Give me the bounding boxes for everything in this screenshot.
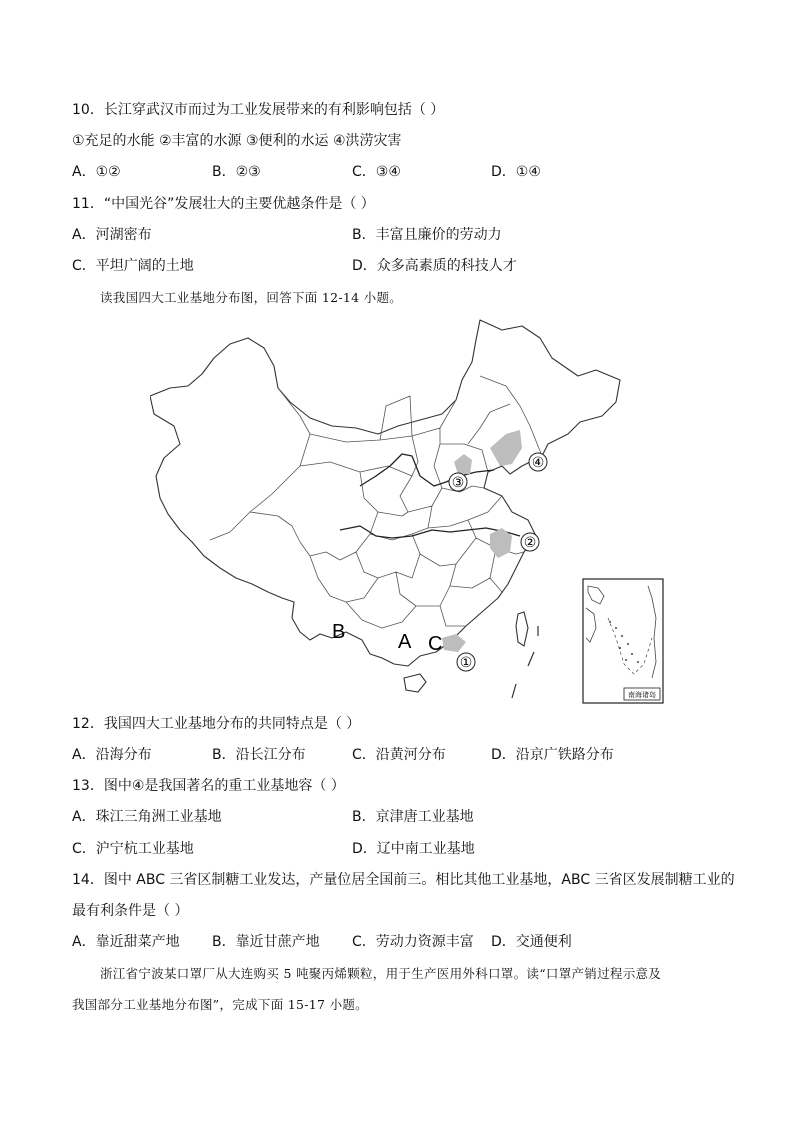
- marker-2-label: ②: [523, 535, 537, 551]
- q12-stem: 12．我国四大工业基地分布的共同特点是（ ）: [72, 716, 361, 732]
- q14-option-c: C．劳动力资源丰富: [352, 934, 474, 950]
- base-1-shade: [442, 634, 466, 652]
- q13-option-c: C．沪宁杭工业基地: [72, 841, 194, 857]
- inset-caption: 南海诸岛: [628, 691, 656, 699]
- taiwan-island: [516, 612, 528, 646]
- q10-items: ①充足的水能 ②丰富的水源 ③便利的水运 ④洪涝灾害: [72, 133, 402, 149]
- q13-stem: 13．图中④是我国著名的重工业基地容（ ）: [72, 778, 345, 794]
- marker-1-label: ①: [459, 655, 473, 671]
- q14-option-b: B．靠近甘蔗产地: [212, 934, 320, 950]
- region-label-b: B: [332, 621, 346, 643]
- q14-option-d: D．交通便利: [491, 934, 572, 950]
- q10-option-b: B．②③: [212, 164, 261, 180]
- q13-option-a: A．珠江三角洲工业基地: [72, 809, 222, 825]
- intro-12-14: 读我国四大工业基地分布图，回答下面 12-14 小题。: [100, 290, 403, 305]
- province-lines: [210, 376, 542, 628]
- q14-stem-line2: 最有利条件是（ ）: [72, 903, 189, 919]
- marker-4-label: ④: [531, 455, 545, 471]
- intro-15-17-line1: 浙江省宁波某口罩厂从大连购买 5 吨聚丙烯颗粒，用于生产医用外科口罩。读“口罩产销过程示意及: [100, 966, 662, 981]
- q11-option-d: D．众多高素质的科技人才: [352, 258, 517, 274]
- q11-option-b: B．丰富且廉价的劳动力: [352, 227, 502, 243]
- sea-boundary-marks: [512, 626, 538, 698]
- marker-4: [529, 453, 547, 471]
- q12-option-c: C．沿黄河分布: [352, 747, 446, 763]
- base-4-shade: [490, 430, 522, 466]
- q13-option-d: D．辽中南工业基地: [352, 841, 475, 857]
- region-label-c: C: [428, 633, 443, 655]
- marker-3: [449, 473, 467, 491]
- hainan-island: [404, 674, 426, 692]
- region-label-a: A: [398, 631, 412, 653]
- q11-option-c: C．平坦广阔的土地: [72, 258, 194, 274]
- q13-option-b: B．京津唐工业基地: [352, 809, 474, 825]
- base-3-shade: [454, 454, 472, 474]
- q10-option-a: A．①②: [72, 164, 121, 180]
- q12-option-d: D．沿京广铁路分布: [491, 747, 614, 763]
- china-outline: [150, 320, 620, 666]
- intro-15-17-line2: 我国部分工业基地分布图”，完成下面 15-17 小题。: [72, 997, 368, 1012]
- q10-option-d: D．①④: [491, 164, 541, 180]
- q14-option-a: A．靠近甜菜产地: [72, 934, 180, 950]
- q12-option-a: A．沿海分布: [72, 747, 152, 763]
- q14-stem-line1: 14．图中 ABC 三省区制糖工业发达，产量位居全国前三。相比其他工业基地，ABC 三省区发展制糖工业的: [72, 872, 735, 888]
- marker-1: [457, 653, 475, 671]
- south-china-sea-inset: [582, 578, 664, 704]
- marker-2: [521, 533, 539, 551]
- q11-option-a: A．河湖密布: [72, 227, 152, 243]
- q10-stem: 10．长江穿武汉市而过为工业发展带来的有利影响包括（ ）: [72, 102, 445, 118]
- q11-stem: 11．“中国光谷”发展壮大的主要优越条件是（ ）: [72, 196, 375, 212]
- q12-option-b: B．沿长江分布: [212, 747, 306, 763]
- q10-option-c: C．③④: [352, 164, 401, 180]
- marker-3-label: ③: [451, 475, 465, 491]
- yellow-river: [360, 454, 494, 486]
